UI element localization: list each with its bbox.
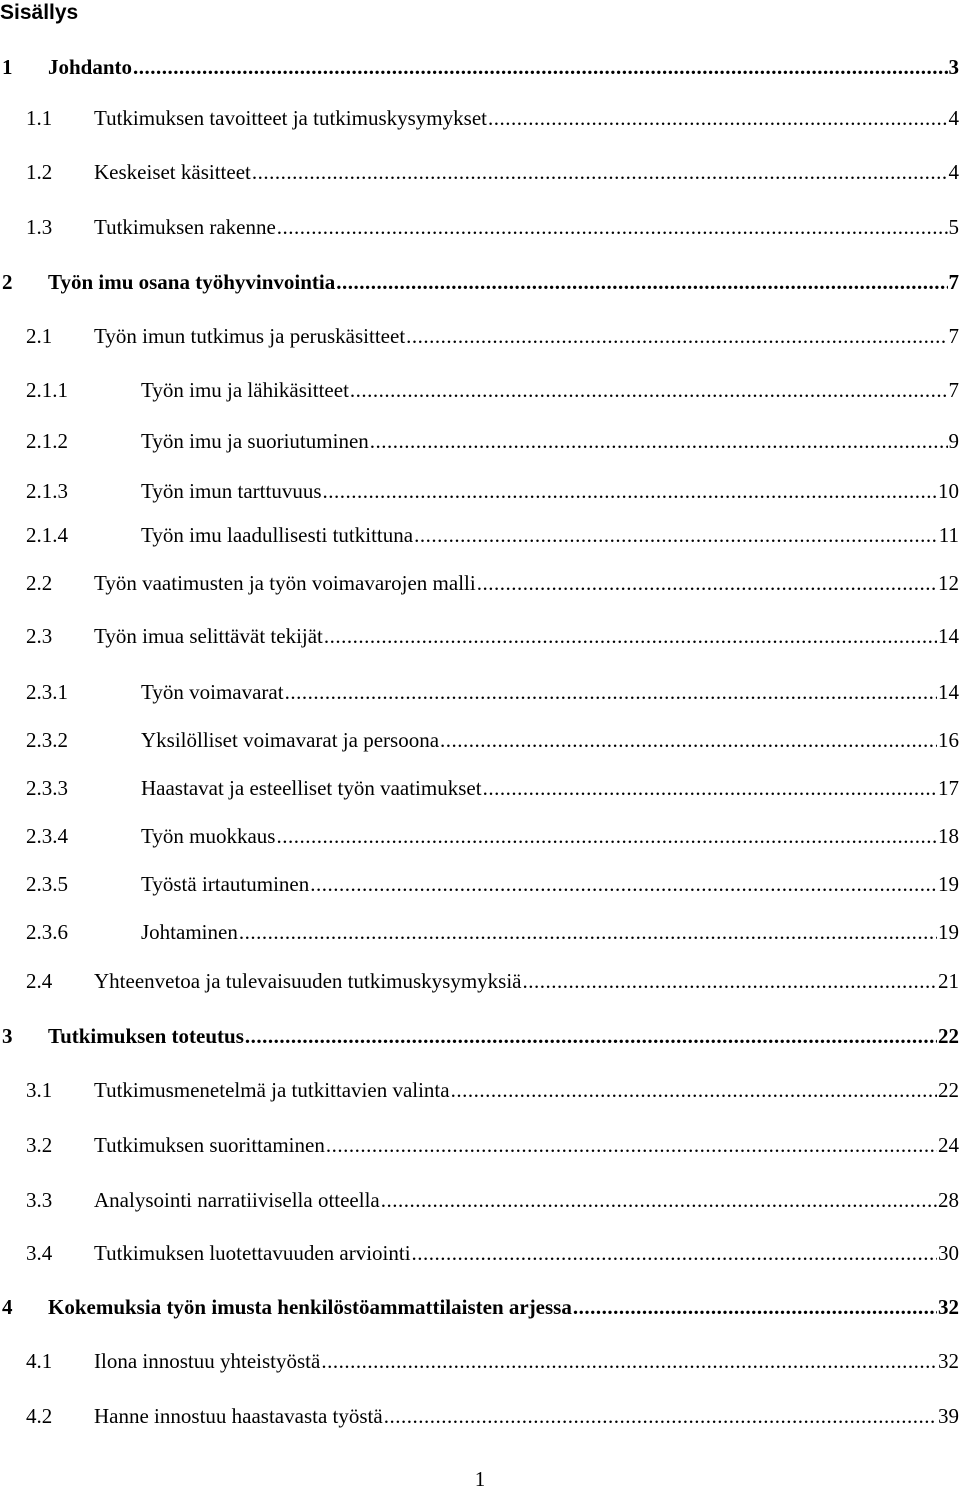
toc-entry[interactable] — [0, 476, 960, 506]
toc-entry-number: 2.1 — [26, 324, 53, 348]
toc-entry[interactable] — [0, 869, 960, 899]
toc-entry-number: 2.3.5 — [26, 872, 68, 896]
toc-entry-page: 12 — [938, 571, 959, 595]
toc-entry-title: Hanne innostuu haastavasta työstä — [94, 1404, 383, 1428]
toc-entry[interactable] — [0, 157, 960, 187]
dot-leader — [573, 1292, 937, 1322]
toc-entry[interactable] — [0, 267, 960, 297]
toc-entry[interactable] — [0, 1238, 960, 1268]
toc-entry[interactable] — [0, 1075, 960, 1105]
toc-entry-number: 2.3.6 — [26, 920, 68, 944]
page-number: 1 — [474, 1467, 486, 1491]
dot-leader — [323, 476, 937, 506]
toc-entry-title: Tutkimuksen rakenne — [94, 215, 276, 239]
dot-leader — [245, 1021, 937, 1051]
toc-entry-page: 9 — [948, 429, 959, 453]
toc-entry-page: 4 — [948, 160, 959, 184]
toc-entry-title: Työn imu ja suoriutuminen — [141, 429, 369, 453]
toc-entry-number: 2.3 — [26, 624, 53, 648]
toc-entry-page: 10 — [938, 479, 959, 503]
toc-entry[interactable] — [0, 725, 960, 755]
toc-entry-title: Analysointi narratiivisella otteella — [94, 1188, 380, 1212]
dot-leader — [406, 321, 947, 351]
dot-leader — [276, 821, 937, 851]
toc-entry-title: Yhteenvetoa ja tulevaisuuden tutkimuskysymyksiä — [94, 969, 522, 993]
toc-entry[interactable] — [0, 621, 960, 651]
toc-entry-title: Tutkimuksen tavoitteet ja tutkimuskysymykset — [94, 106, 487, 130]
toc-entry-title: Johtaminen — [141, 920, 238, 944]
dot-leader — [477, 568, 937, 598]
toc-entry[interactable] — [0, 1401, 960, 1431]
toc-entry[interactable] — [0, 821, 960, 851]
dot-leader — [336, 267, 947, 297]
toc-entry-number: 2.3.1 — [26, 680, 68, 704]
toc-entry[interactable] — [0, 375, 960, 405]
dot-leader — [381, 1185, 937, 1215]
toc-entry-title: Ilona innostuu yhteistyöstä — [94, 1349, 321, 1373]
toc-entry-number: 3.2 — [26, 1133, 53, 1157]
toc-entry[interactable] — [0, 52, 960, 82]
toc-entry[interactable] — [0, 1021, 960, 1051]
toc-entry-title: Työn imua selittävät tekijät — [94, 624, 323, 648]
toc-entry-title: Työn muokkaus — [141, 824, 276, 848]
dot-leader — [370, 426, 948, 456]
toc-entry-title: Työn imu laadullisesti tutkittuna — [141, 523, 414, 547]
toc-entry-title: Kokemuksia työn imusta henkilöstöammattilaisten arjessa — [48, 1295, 572, 1319]
toc-entry-page: 5 — [948, 215, 959, 239]
toc-entry[interactable] — [0, 1130, 960, 1160]
dot-leader — [412, 1238, 937, 1268]
dot-leader — [451, 1075, 937, 1105]
dot-leader — [414, 520, 938, 550]
toc-entry-number: 3.4 — [26, 1241, 53, 1265]
toc-entry-page: 16 — [938, 728, 959, 752]
toc-entry-number: 2.1.4 — [26, 523, 68, 547]
toc-entry-page: 39 — [938, 1404, 959, 1428]
toc-entry-number: 4 — [2, 1295, 13, 1319]
dot-leader — [310, 869, 937, 899]
toc-entry-number: 2 — [2, 270, 13, 294]
toc-entry-title: Tutkimuksen toteutus — [48, 1024, 244, 1048]
toc-heading: Sisällys — [0, 1, 79, 24]
toc-entry[interactable] — [0, 917, 960, 947]
toc-entry-number: 1.1 — [26, 106, 53, 130]
toc-entry-title: Työn imun tarttuvuus — [141, 479, 322, 503]
toc-entry[interactable] — [0, 103, 960, 133]
toc-entry[interactable] — [0, 212, 960, 242]
toc-entry-page: 22 — [938, 1024, 959, 1048]
toc-entry-page: 7 — [948, 270, 959, 294]
toc-entry-page: 22 — [938, 1078, 959, 1102]
toc-entry-title: Johdanto — [48, 55, 133, 79]
toc-entry-number: 1.3 — [26, 215, 53, 239]
toc-entry-page: 7 — [948, 378, 959, 402]
toc-entry-page: 3 — [948, 55, 959, 79]
toc-entry-number: 2.3.4 — [26, 824, 68, 848]
toc-entry[interactable] — [0, 773, 960, 803]
toc-entry-page: 19 — [938, 920, 959, 944]
toc-entry-title: Työn vaatimusten ja työn voimavarojen malli — [94, 571, 476, 595]
toc-entry-title: Työn imun tutkimus ja peruskäsitteet — [94, 324, 406, 348]
toc-entry[interactable] — [0, 426, 960, 456]
toc-entry[interactable] — [0, 568, 960, 598]
toc-entry-number: 1.2 — [26, 160, 53, 184]
toc-entry-page: 30 — [938, 1241, 959, 1265]
toc-entry-page: 7 — [948, 324, 959, 348]
dot-leader — [488, 103, 948, 133]
toc-entry-number: 2.4 — [26, 969, 53, 993]
dot-leader — [239, 917, 937, 947]
toc-entry-title: Tutkimuksen luotettavuuden arviointi — [94, 1241, 411, 1265]
toc-entry-number: 3.1 — [26, 1078, 53, 1102]
toc-entry-number: 4.2 — [26, 1404, 53, 1428]
toc-entry-title: Työstä irtautuminen — [141, 872, 310, 896]
toc-entry[interactable] — [0, 1292, 960, 1322]
toc-entry-title: Tutkimusmenetelmä ja tutkittavien valinta — [94, 1078, 450, 1102]
toc-entry-page: 14 — [938, 680, 959, 704]
toc-entry-page: 18 — [938, 824, 959, 848]
toc-entry-number: 2.1.3 — [26, 479, 68, 503]
dot-leader — [133, 52, 947, 82]
dot-leader — [483, 773, 937, 803]
dot-leader — [252, 157, 948, 187]
toc-entry-page: 28 — [938, 1188, 959, 1212]
toc-entry[interactable] — [0, 1346, 960, 1376]
toc-entry-number: 2.3.3 — [26, 776, 68, 800]
toc-entry-title: Tutkimuksen suorittaminen — [94, 1133, 325, 1157]
toc-entry-page: 32 — [938, 1295, 959, 1319]
toc-entry[interactable] — [0, 966, 960, 996]
toc-entry-page: 19 — [938, 872, 959, 896]
toc-entry-page: 14 — [938, 624, 959, 648]
toc-entry-number: 3.3 — [26, 1188, 53, 1212]
toc-entry[interactable] — [0, 1185, 960, 1215]
toc-entry-title: Työn voimavarat — [141, 680, 284, 704]
dot-leader — [440, 725, 937, 755]
dot-leader — [523, 966, 937, 996]
toc-entry-number: 2.2 — [26, 571, 53, 595]
toc-entry-number: 4.1 — [26, 1349, 53, 1373]
toc-entry[interactable] — [0, 321, 960, 351]
toc-entry-number: 1 — [2, 55, 13, 79]
dot-leader — [384, 1401, 937, 1431]
toc-entry-page: 11 — [938, 523, 959, 547]
toc-entry-number: 2.1.2 — [26, 429, 68, 453]
toc-entry-title: Haastavat ja esteelliset työn vaatimukset — [141, 776, 482, 800]
toc-entry-number: 2.1.1 — [26, 378, 68, 402]
toc-entry-title: Työn imu osana työhyvinvointia — [48, 270, 336, 294]
dot-leader — [326, 1130, 937, 1160]
toc-entry[interactable] — [0, 520, 960, 550]
toc-entry-title: Työn imu ja lähikäsitteet — [141, 378, 349, 402]
toc-entry-page: 17 — [938, 776, 959, 800]
toc-entry-page: 32 — [938, 1349, 959, 1373]
dot-leader — [324, 621, 937, 651]
toc-entry-number: 3 — [2, 1024, 13, 1048]
dot-leader — [285, 677, 937, 707]
toc-entry-page: 4 — [948, 106, 959, 130]
toc-entry-page: 24 — [938, 1133, 959, 1157]
toc-entry[interactable] — [0, 677, 960, 707]
dot-leader — [277, 212, 948, 242]
dot-leader — [350, 375, 948, 405]
dot-leader — [321, 1346, 937, 1376]
toc-entry-title: Yksilölliset voimavarat ja persoona — [141, 728, 440, 752]
toc-entry-title: Keskeiset käsitteet — [94, 160, 251, 184]
toc-entry-number: 2.3.2 — [26, 728, 68, 752]
toc-entry-page: 21 — [938, 969, 959, 993]
